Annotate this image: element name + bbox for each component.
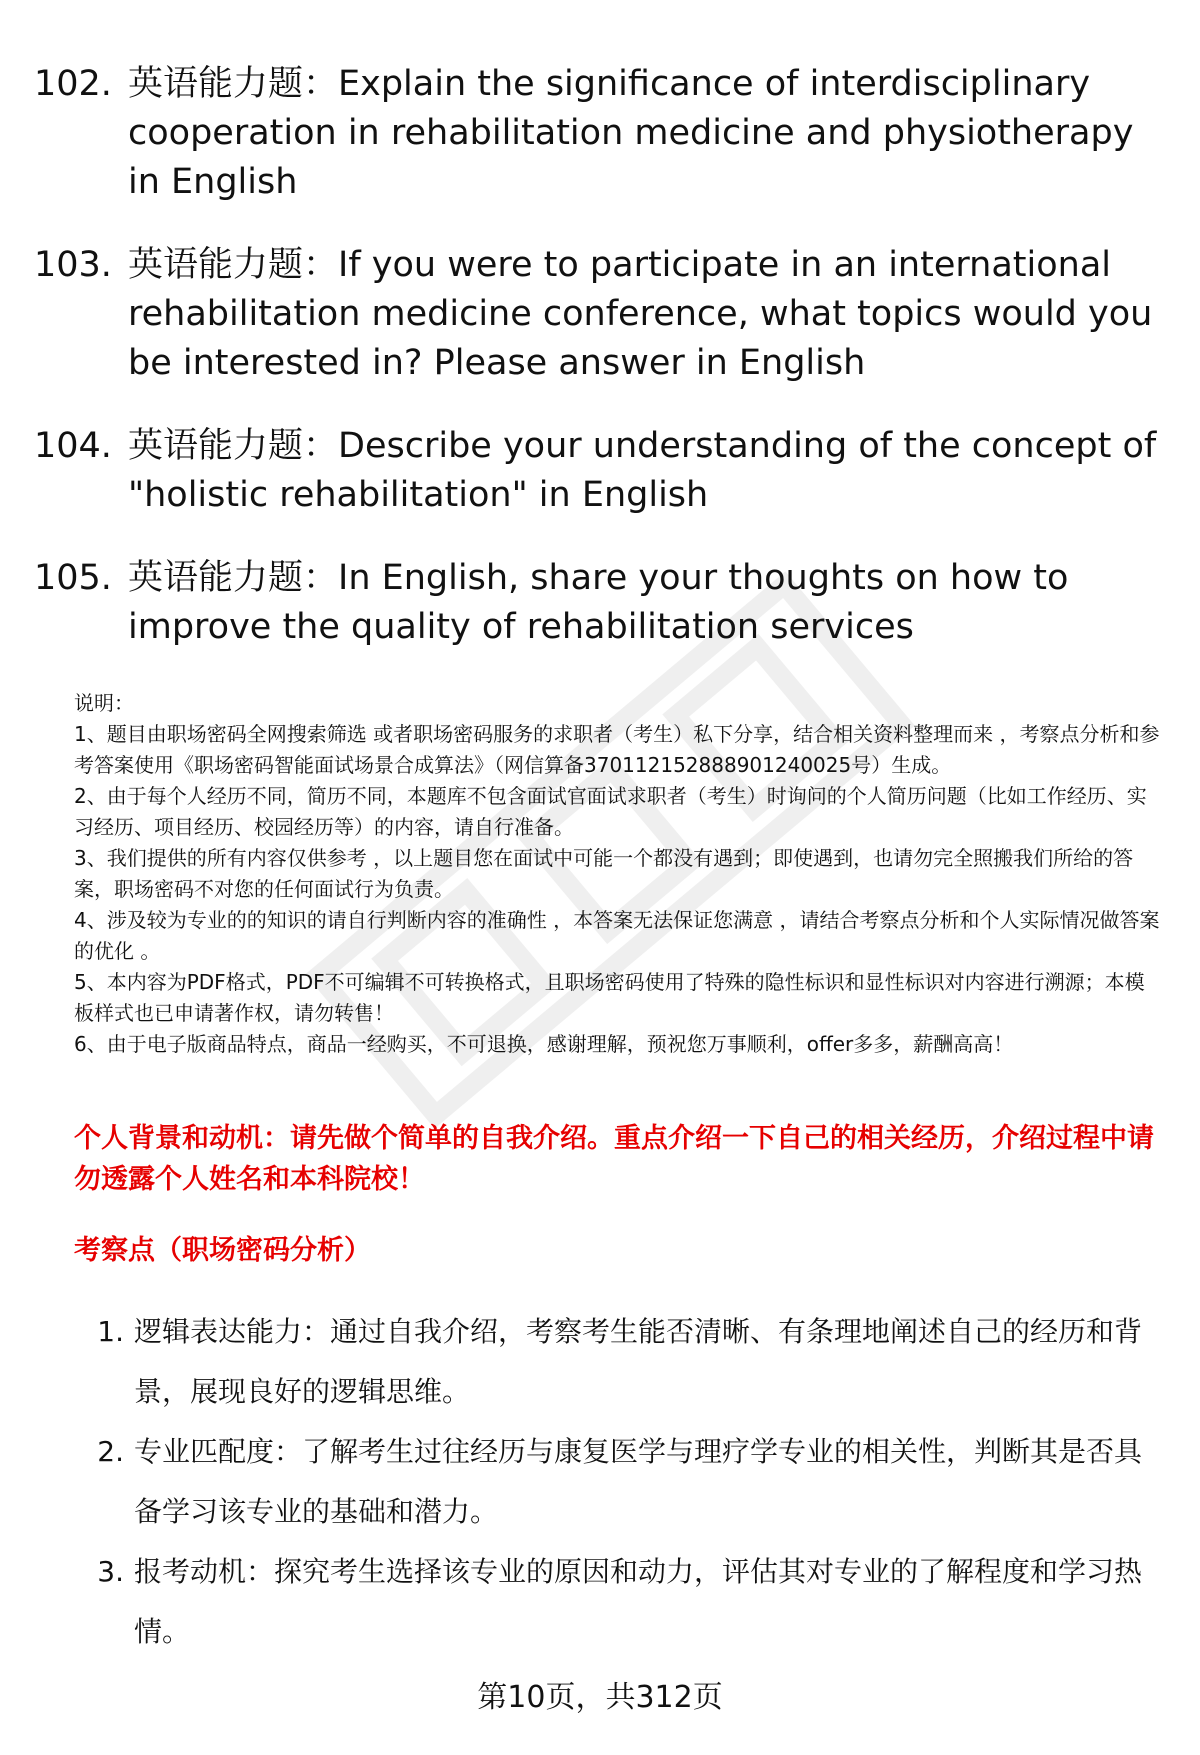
- point-text: 逻辑表达能力：通过自我介绍，考察考生能否清晰、有条理地阐述自己的经历和背景，展现良好的逻辑思维。: [134, 1315, 1143, 1408]
- question-text: 英语能力题：Explain the significance of interdisciplinary cooperation in rehabilitation medicine and physiotherapy in English: [128, 64, 1134, 202]
- note-item: 2、由于每个人经历不同，简历不同，本题库不包含面试官面试求职者（考生）时询问的个人简历问题（比如工作经历、实习经历、项目经历、校园经历等）的内容，请自行准备。: [74, 784, 1147, 839]
- notes-section: [74, 688, 1160, 1060]
- point-number: 2.: [97, 1435, 124, 1468]
- question-number: 104.: [34, 426, 112, 466]
- page-footer: 第10页，共312页: [477, 1680, 723, 1715]
- section-heading: 个人背景和动机：请先做个简单的自我介绍。重点介绍一下自己的相关经历，介绍过程中请勿透露个人姓名和本科院校！: [74, 1123, 1154, 1195]
- note-item: 4、涉及较为专业的的知识的请自行判断内容的准确性 ，本答案无法保证您满意 ，请结合考察点分析和个人实际情况做答案的优化 。: [74, 908, 1160, 963]
- point-text: 专业匹配度：了解考生过往经历与康复医学与理疗学专业的相关性，判断其是否具备学习该专业的基础和潜力。: [134, 1435, 1143, 1528]
- question-item: [34, 241, 1164, 388]
- question-number: 105.: [34, 558, 112, 598]
- question-item: [34, 554, 1164, 652]
- note-item: 6、由于电子版商品特点，商品一经购买，不可退换，感谢理解，预祝您万事顺利，offer多多，薪酬高高！: [74, 1032, 1014, 1056]
- point-text: 报考动机：探究考生选择该专业的原因和动力，评估其对专业的了解程度和学习热情。: [134, 1555, 1143, 1648]
- point-number: 3.: [97, 1555, 124, 1588]
- question-number: 102.: [34, 64, 112, 104]
- note-item: 1、题目由职场密码全网搜索筛选 或者职场密码服务的求职者（考生）私下分享，结合相关资料整理而来 ，考察点分析和参考答案使用《职场密码智能面试场景合成算法》（网信算备370112152888901240025号）生成。: [74, 722, 1160, 777]
- analysis-point: [74, 1422, 1164, 1542]
- analysis-point-list: [74, 1302, 1164, 1662]
- analysis-point: [74, 1302, 1164, 1422]
- question-text: 英语能力题：If you were to participate in an international rehabilitation medicine conference, what topics would you be interested in? Please answer in English: [128, 245, 1153, 383]
- question-list: [34, 60, 1164, 686]
- question-text: 英语能力题：In English, share your thoughts on how to improve the quality of rehabilitation services: [128, 558, 1069, 647]
- notes-title: 说明：: [74, 691, 134, 715]
- question-text: 英语能力题：Describe your understanding of the concept of "holistic rehabilitation" in English: [128, 426, 1157, 515]
- note-item: 3、我们提供的所有内容仅供参考 ，以上题目您在面试中可能一个都没有遇到；即使遇到，也请勿完全照搬我们所给的答案，职场密码不对您的任何面试行为负责。: [74, 846, 1134, 901]
- analysis-heading: 考察点（职场密码分析）: [74, 1235, 371, 1266]
- question-item: [34, 422, 1164, 520]
- point-number: 1.: [97, 1315, 124, 1348]
- note-item: 5、本内容为PDF格式，PDF不可编辑不可转换格式，且职场密码使用了特殊的隐性标识和显性标识对内容进行溯源；本模板样式也已申请著作权，请勿转售！: [74, 970, 1145, 1025]
- question-number: 103.: [34, 245, 112, 285]
- analysis-point: [74, 1542, 1164, 1662]
- question-item: [34, 60, 1164, 207]
